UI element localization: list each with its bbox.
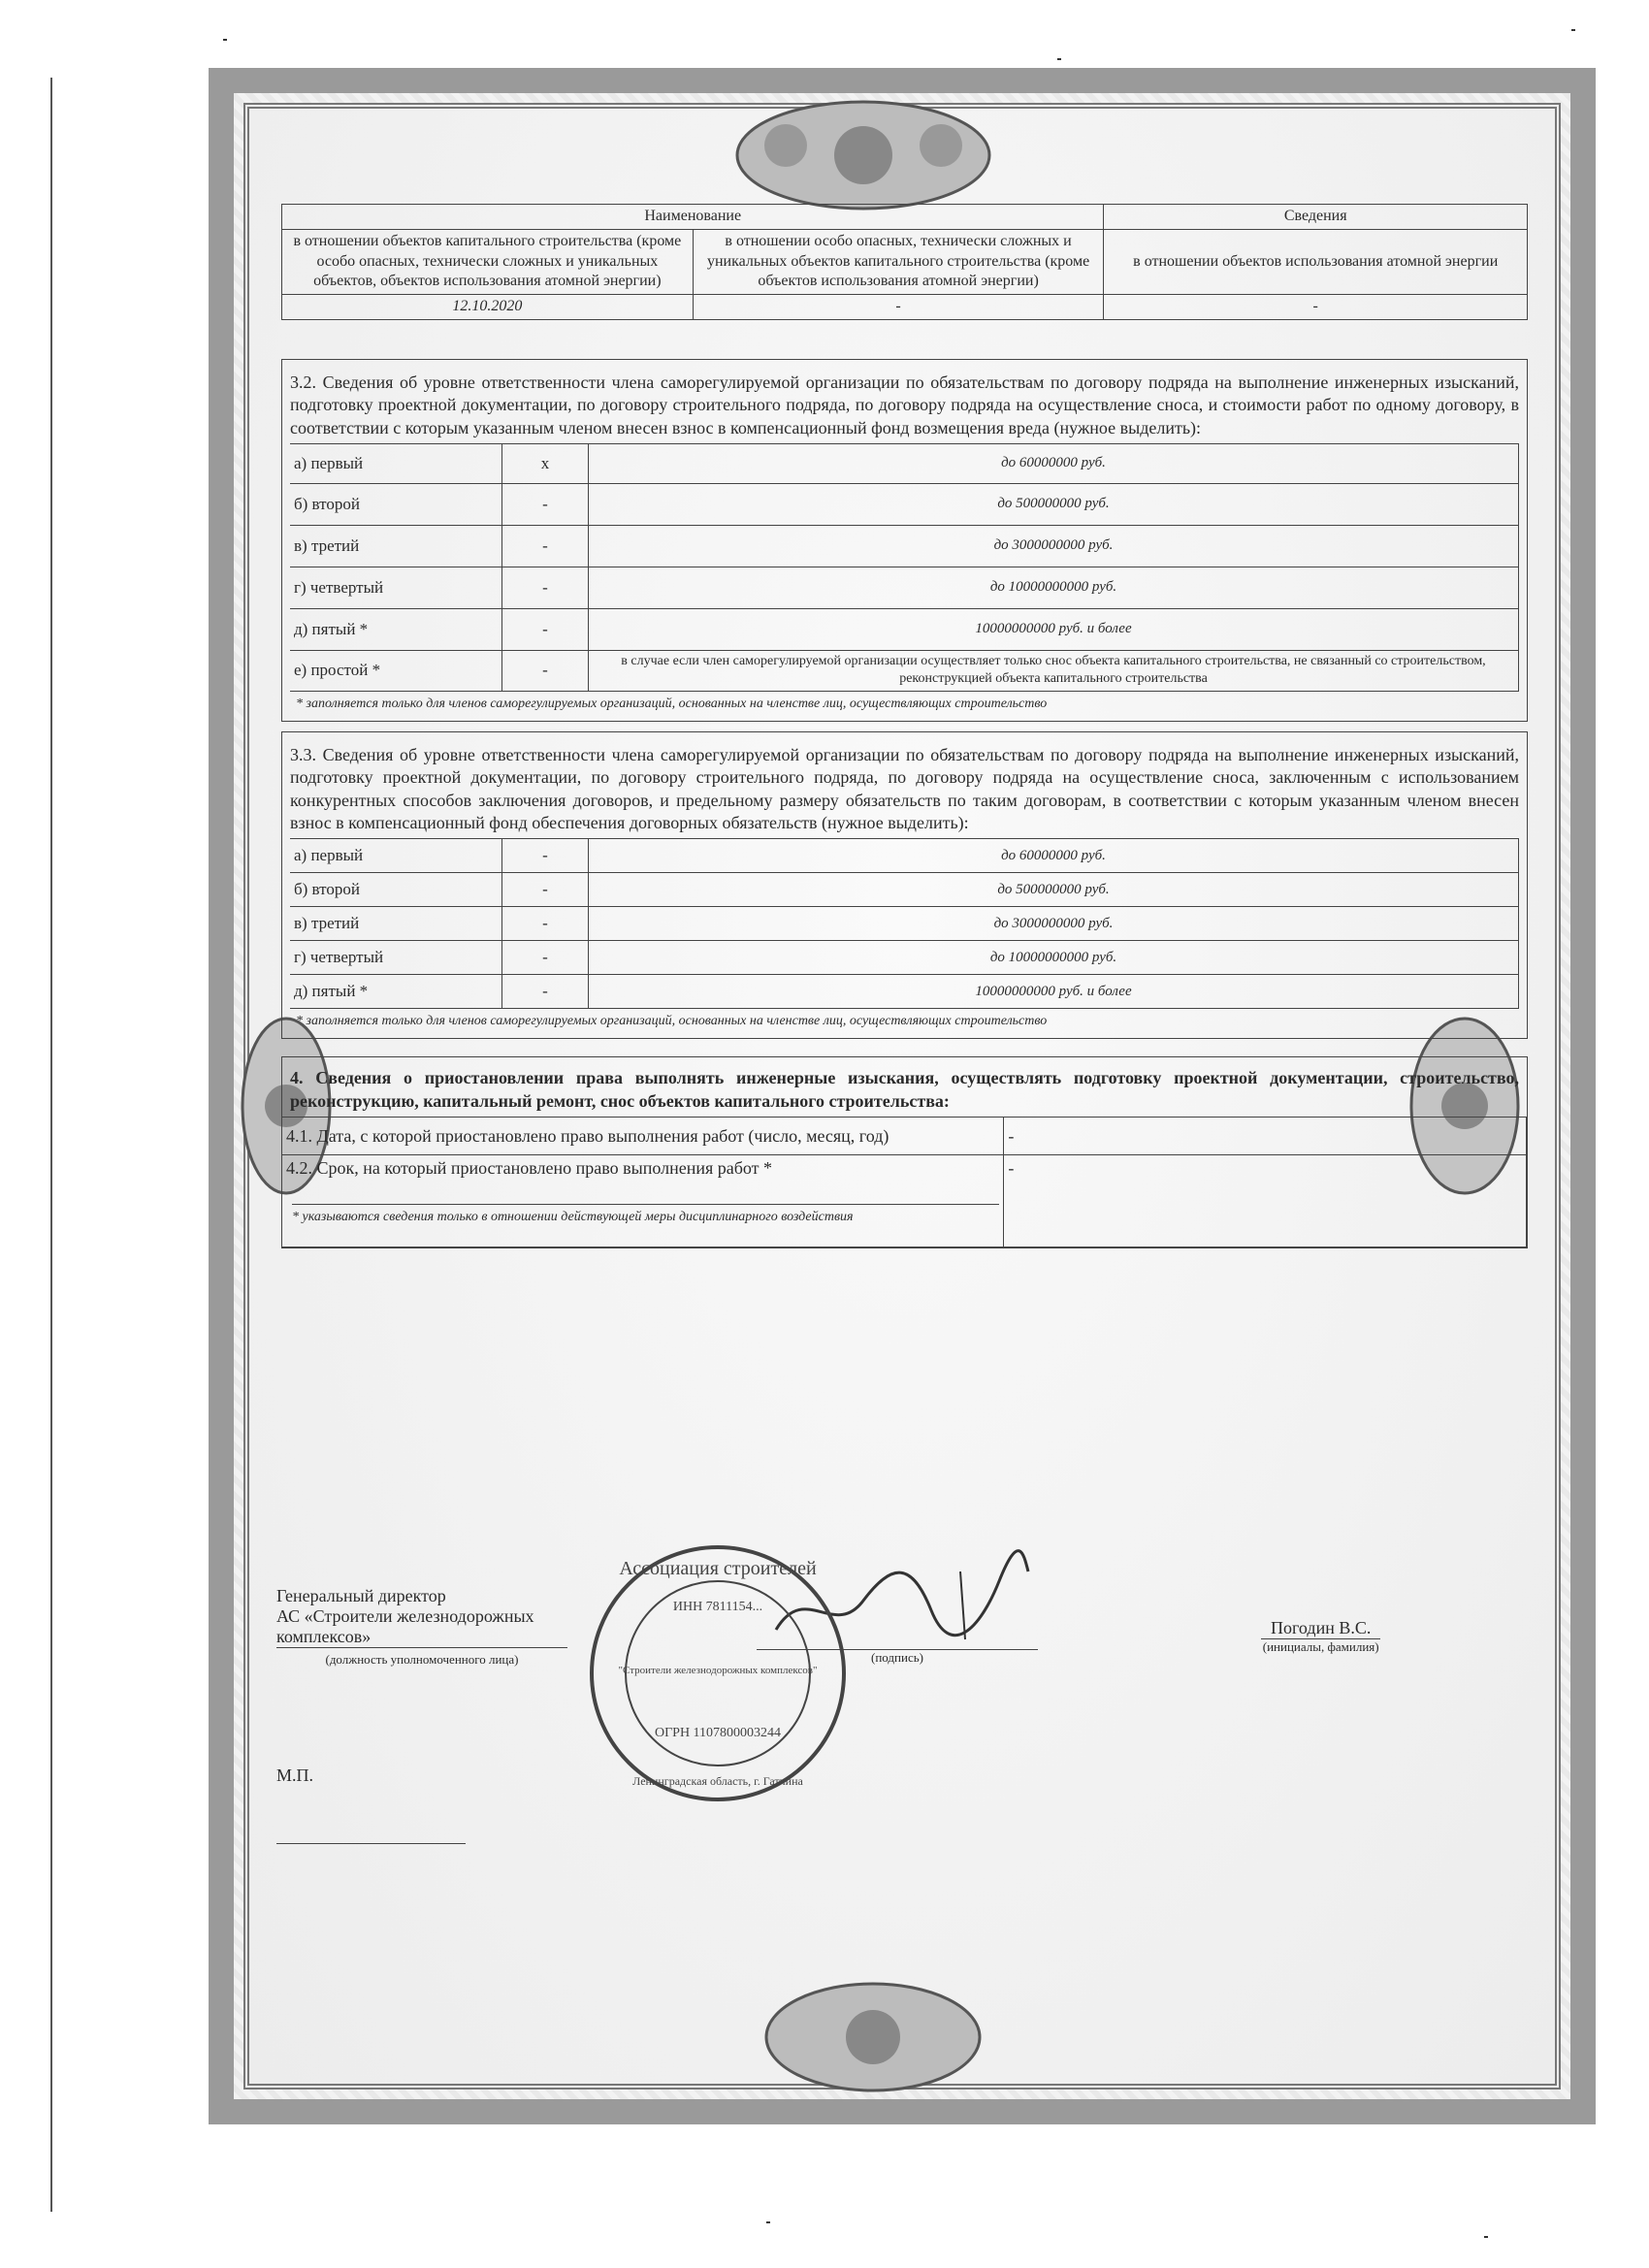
scan-speck xyxy=(1484,2236,1488,2238)
section-3-3-levels xyxy=(290,838,1519,1009)
col-name-header: Наименование xyxy=(282,205,1104,230)
level-mark: х xyxy=(502,444,589,484)
level-value: в случае если член саморегулируемой организации осуществляет только снос объекта капитального строительства, не связанный со строительством, реконструкцией объекта капитального строительства xyxy=(589,651,1519,691)
level-value: 10000000000 руб. и более xyxy=(589,609,1519,651)
date-cell-3: - xyxy=(1104,295,1528,320)
position-line-2: АС «Строители железнодорожных xyxy=(276,1606,534,1626)
level-label: б) второй xyxy=(290,484,502,526)
level-mark: - xyxy=(502,484,589,526)
stamp-ogrn-text: ОГРН 1107800003244 xyxy=(654,1726,782,1740)
section-4-title: 4. Сведения о приостановлении права выполнять инженерные изыскания, осуществлять подготовку проектной документации, строительство, реконструкцию, капитальный ремонт, снос объектов капитального строительства: xyxy=(290,1068,1519,1111)
level-mark: - xyxy=(502,907,589,941)
level-label: д) пятый * xyxy=(290,975,502,1009)
section-3-3-note: * заполняется только для членов саморегулируемых организаций, основанных на членстве лиц, осуществляющих строительство xyxy=(296,1014,1048,1029)
level-value: до 60000000 руб. xyxy=(589,839,1519,873)
position-line-1: Генеральный директор xyxy=(276,1586,446,1605)
position-caption: (должность уполномоченного лица) xyxy=(325,1652,519,1667)
level-mark: - xyxy=(502,941,589,975)
level-value: до 3000000000 руб. xyxy=(589,526,1519,567)
date-cell-1: 12.10.2020 xyxy=(282,295,694,320)
section-3-2 xyxy=(281,359,1528,722)
document-content xyxy=(281,204,1528,1248)
col-info-header: Сведения xyxy=(1104,205,1528,230)
scan-speck xyxy=(766,2221,770,2223)
level-mark: - xyxy=(502,975,589,1009)
level-label: в) третий xyxy=(290,526,502,567)
position-line-3: комплексов» xyxy=(276,1627,567,1648)
level-value: до 60000000 руб. xyxy=(589,444,1519,484)
section-3-3 xyxy=(281,731,1528,1040)
objects-table xyxy=(281,204,1528,320)
stamp-region-text: Ленинградская область, г. Гатчина xyxy=(632,1774,803,1788)
suspension-term-cell xyxy=(282,1155,1004,1247)
level-mark: - xyxy=(502,651,589,691)
date-cell-2: - xyxy=(693,295,1104,320)
level-label: д) пятый * xyxy=(290,609,502,651)
level-mark: - xyxy=(502,609,589,651)
level-mark: - xyxy=(502,526,589,567)
section-3-2-note: * заполняется только для членов саморегулируемых организаций, основанных на членстве лиц, осуществляющих строительство xyxy=(296,696,1048,711)
stamp-inn-text: ИНН 7811154... xyxy=(672,1600,763,1614)
suspension-date-value: - xyxy=(1004,1118,1527,1155)
level-value: до 500000000 руб. xyxy=(589,873,1519,907)
name-block xyxy=(1261,1618,1380,1655)
level-value: 10000000000 руб. и более xyxy=(589,975,1519,1009)
organization-stamp-icon xyxy=(582,1538,854,1809)
level-label: б) второй xyxy=(290,873,502,907)
section-4-table xyxy=(282,1117,1527,1247)
level-value: до 500000000 руб. xyxy=(589,484,1519,526)
signer-name: Погодин В.С. xyxy=(1261,1618,1380,1639)
level-value: до 10000000000 руб. xyxy=(589,567,1519,609)
position-block xyxy=(276,1586,597,1668)
level-mark: - xyxy=(502,839,589,873)
mp-label: М.П. xyxy=(276,1766,314,1785)
level-label: а) первый xyxy=(290,839,502,873)
sub-col-3: в отношении объектов использования атомной энергии xyxy=(1104,229,1528,294)
sub-col-1: в отношении объектов капитального строительства (кроме особо опасных, технически сложных и уникальных объектов, объектов использования атомной энергии) xyxy=(282,229,694,294)
level-value: до 10000000000 руб. xyxy=(589,941,1519,975)
level-label: г) четвертый xyxy=(290,567,502,609)
level-mark: - xyxy=(502,567,589,609)
suspension-date-label: 4.1. Дата, с которой приостановлено право выполнения работ (число, месяц, год) xyxy=(282,1118,1004,1155)
level-label: г) четвертый xyxy=(290,941,502,975)
level-label: а) первый xyxy=(290,444,502,484)
level-label: е) простой * xyxy=(290,651,502,691)
name-caption: (инициалы, фамилия) xyxy=(1262,1639,1379,1654)
suspension-term-value: - xyxy=(1004,1155,1527,1247)
stamp-center-text: "Строители железнодорожных комплексов" xyxy=(618,1665,818,1676)
stamp-outer-text: Ассоциация строителей xyxy=(619,1558,817,1579)
level-value: до 3000000000 руб. xyxy=(589,907,1519,941)
sub-col-2: в отношении особо опасных, технически сложных и уникальных объектов капитального строительства (кроме объектов использования атомной энергии) xyxy=(693,229,1104,294)
scan-speck xyxy=(1057,58,1061,60)
scan-edge-line xyxy=(50,78,52,2212)
scan-speck xyxy=(223,39,227,41)
suspension-term-label: 4.2. Срок, на который приостановлено право выполнения работ * xyxy=(286,1158,773,1179)
level-label: в) третий xyxy=(290,907,502,941)
section-4 xyxy=(281,1056,1528,1248)
signature-caption: (подпись) xyxy=(757,1649,1038,1666)
mp-line xyxy=(276,1843,466,1844)
section-3-2-text: 3.2. Сведения об уровне ответственности члена саморегулируемой организации по обязательствам по договору подряда на выполнение инженерных изысканий, подготовку проектной документации, по договору строительного подряда, по договору подряда на осуществление сноса, и стоимости работ по одному договору, в соответствии с которым указанным членом внесен взнос в компенсационный фонд возмещения вреда (нужное выделить): xyxy=(290,372,1519,437)
bottom-ornament-icon xyxy=(757,1969,989,2095)
section-3-3-text: 3.3. Сведения об уровне ответственности члена саморегулируемой организации по обязательствам по договору подряда на выполнение инженерных изысканий, подготовку проектной документации, по договору строительного подряда, по договору подряда на осуществление сноса, заключенным с использованием конкурентных способов заключения договоров, и предельному размеру обязательств по таким договорам, в соответствии с которым указанным членом внесен взнос в компенсационный фонд обеспечения договорных обязательств (нужное выделить): xyxy=(290,744,1519,832)
level-mark: - xyxy=(502,873,589,907)
section-3-2-levels xyxy=(290,443,1519,691)
scan-speck xyxy=(1571,29,1575,31)
suspension-term-note: * указываются сведения только в отношении действующей меры дисциплинарного воздействия xyxy=(292,1204,999,1226)
